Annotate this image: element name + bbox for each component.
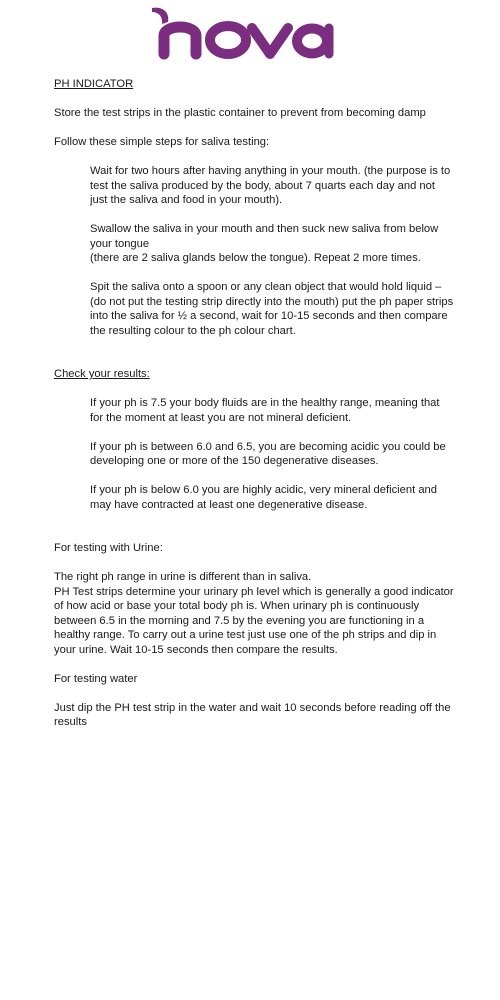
logo-letter-v xyxy=(252,28,288,54)
urine-range: The right ph range in urine is different than in saliva. xyxy=(54,571,312,583)
logo-letter-o xyxy=(210,26,246,54)
saliva-intro: Follow these simple steps for saliva testing: xyxy=(54,136,270,148)
storage-note: Store the test strips in the plastic container to prevent from becoming damp xyxy=(54,107,426,119)
logo-letter-n xyxy=(164,27,196,54)
logo-letter-a-bowl xyxy=(297,29,327,54)
water-body: Just dip the PH test strip in the water and wait 10 seconds before reading off the results xyxy=(54,701,451,728)
logo-apostrophe xyxy=(152,8,168,24)
water-heading: For testing water xyxy=(54,672,138,685)
result-highly-acidic: If your ph is below 6.0 you are highly acidic, very mineral deficient and may have contracted at least one degenerative disease. xyxy=(90,484,437,511)
saliva-step-2: Swallow the saliva in your mouth and then suck new saliva from below your tongue xyxy=(90,223,439,250)
document-heading: PH INDICATOR xyxy=(54,78,134,90)
urine-heading: For testing with Urine: xyxy=(54,542,163,554)
saliva-step-3: Spit the saliva onto a spoon or any clean object that would hold liquid –(do not put the testing strip directly into the mouth) put the ph paper strips into the saliva for ½ a second, wait for 10-15 seconds and then compare the resulting colour to the ph colour chart. xyxy=(90,281,454,337)
saliva-step-2-note: (there are 2 saliva glands below the tongue). Repeat 2 more times. xyxy=(90,252,421,264)
nova-logo xyxy=(148,4,344,60)
ph-indicator-document xyxy=(54,77,454,730)
result-acidic: If your ph is between 6.0 and 6.5, you are becoming acidic you could be developing one or more of the 150 degenerative diseases. xyxy=(90,440,446,467)
result-healthy: If your ph is 7.5 your body fluids are in the healthy range, meaning that for the moment at least you are not mineral deficient. xyxy=(90,397,440,424)
saliva-step-1: Wait for two hours after having anything in your mouth. (the purpose is to test the saliva produced by the body, about 7 quarts each day and not just the saliva and food in your mouth). xyxy=(90,165,451,206)
urine-body: PH Test strips determine your urinary ph level which is generally a good indicator of how acid or base your total body ph is. When urinary ph is continuously between 6.5 in the morning and 7.5 by the evening you are functioning in a healthy range. To carry out a urine test just use one of the ph strips and dip in your urine. Wait 10-15 seconds then compare the results. xyxy=(54,585,454,656)
results-heading: Check your results: xyxy=(54,368,150,380)
